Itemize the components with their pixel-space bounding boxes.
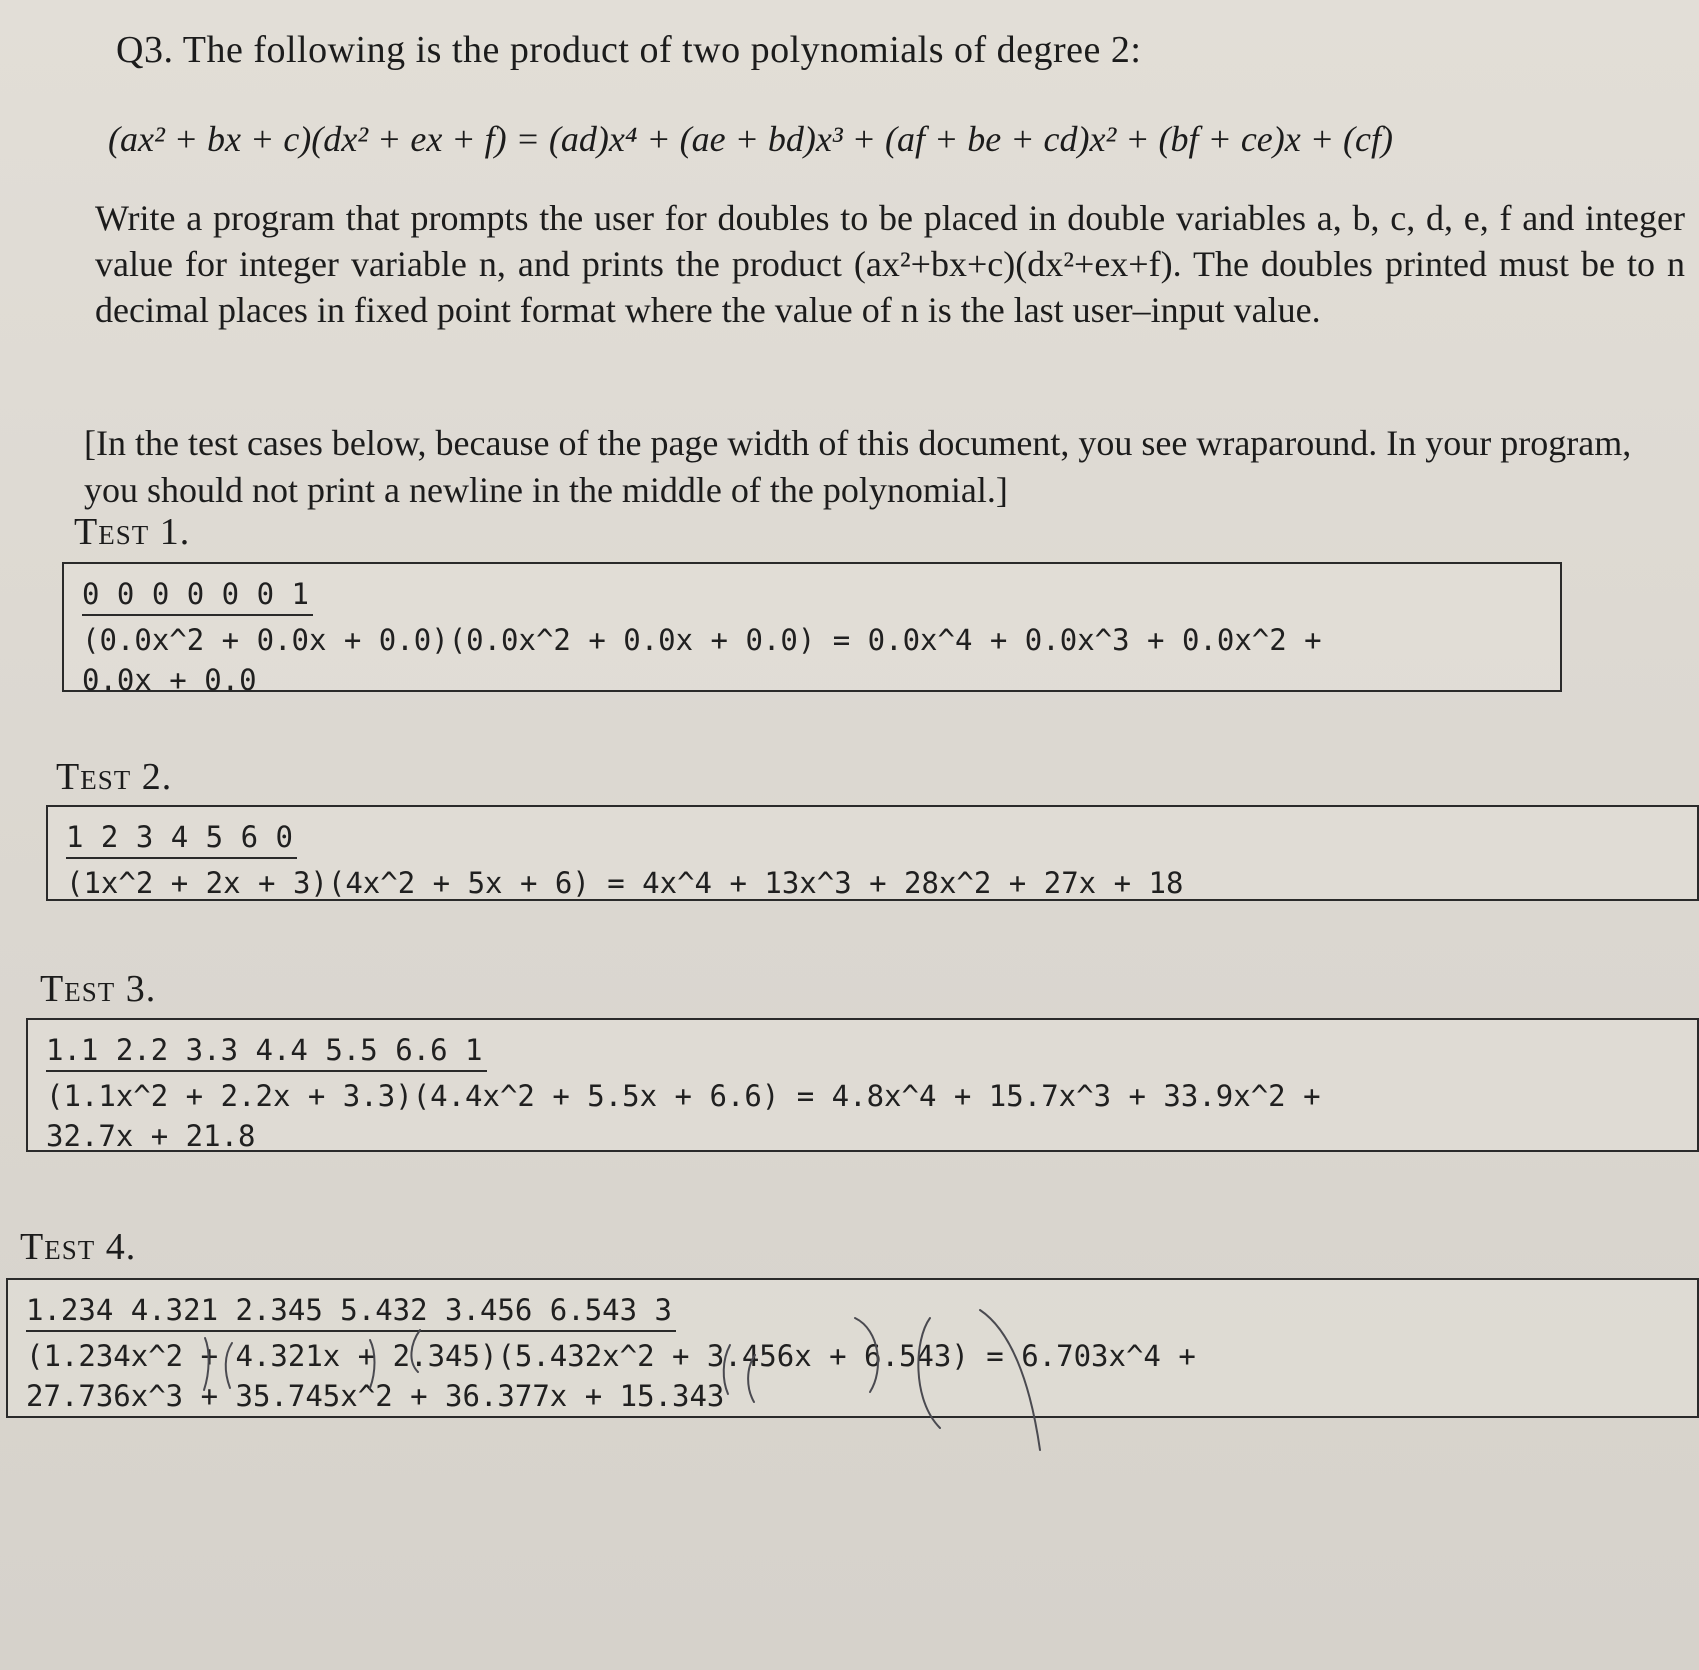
test-4-box: [6, 1278, 1699, 1418]
test-2-output: (1x^2 + 2x + 3)(4x^2 + 5x + 6) = 4x^4 + 13x^3 + 28x^2 + 27x + 18: [66, 866, 1184, 900]
wraparound-note: [In the test cases below, because of the page width of this document, you see wraparound. In your program, you should not print a newline in the middle of the polynomial.]: [84, 423, 1632, 510]
question-title: Q3. The following is the product of two polynomials of degree 2:: [116, 29, 1142, 71]
test-2-input: 1 2 3 4 5 6 0: [66, 817, 297, 859]
product-formula: (ax² + bx + c)(dx² + ex + f) = (ad)x⁴ + (ae + bd)x³ + (af + be + cd)x² + (bf + ce)x + (cf): [108, 119, 1393, 159]
test-2-label: Test 2.: [56, 756, 173, 798]
test-3-input: 1.1 2.2 3.3 4.4 5.5 6.6 1: [46, 1030, 487, 1072]
test-2-box: [46, 805, 1699, 901]
test-4-label: Test 4.: [20, 1226, 137, 1268]
test-1-box: [62, 562, 1562, 697]
question-description: Write a program that prompts the user for doubles to be placed in double variables a, b, c, d, e, f and integer value for integer variable n, and prints the product (ax²+bx+c)(dx²+ex+f). The doubles printed must be to n decimal places in fixed point format where the value of n is the last user–input value.: [95, 198, 1685, 330]
test-3-output: (1.1x^2 + 2.2x + 3.3)(4.4x^2 + 5.5x + 6.6) = 4.8x^4 + 15.7x^3 + 33.9x^2 + 32.7x + 21.8: [46, 1079, 1339, 1153]
test-1-input: 0 0 0 0 0 0 1: [82, 574, 313, 616]
test-3-box: [26, 1018, 1699, 1152]
test-1-output: (0.0x^2 + 0.0x + 0.0)(0.0x^2 + 0.0x + 0.0) = 0.0x^4 + 0.0x^3 + 0.0x^2 + 0.0x + 0.0: [82, 623, 1340, 697]
test-4-output: (1.234x^2 + 4.321x + 2.345)(5.432x^2 + 3.456x + 6.543) = 6.703x^4 + 27.736x^3 + 35.745x^2 + 36.377x + 15.343: [26, 1339, 1214, 1413]
test-1-label: Test 1.: [74, 511, 191, 553]
test-4-input: 1.234 4.321 2.345 5.432 3.456 6.543 3: [26, 1290, 676, 1332]
test-3-label: Test 3.: [40, 968, 157, 1010]
